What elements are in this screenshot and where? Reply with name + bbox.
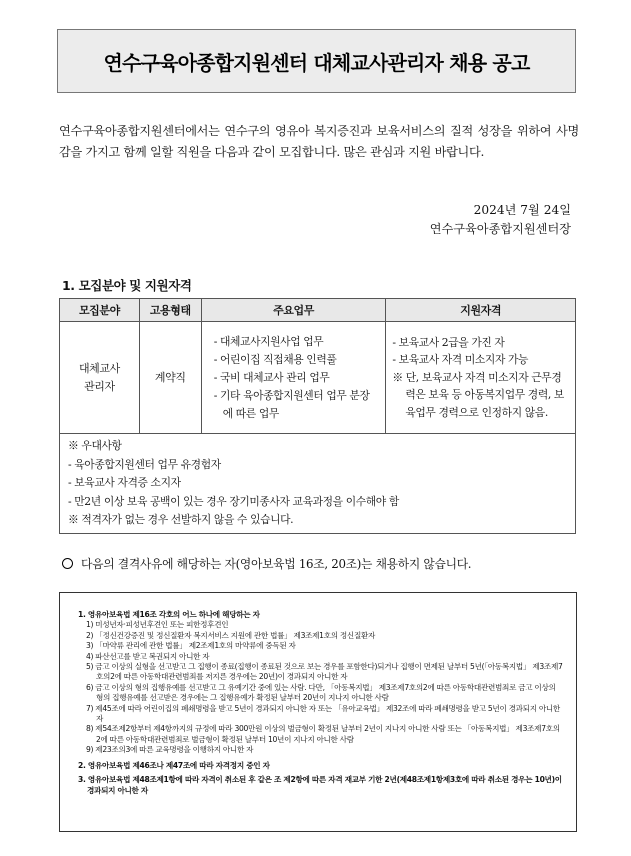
- list-item: 3) 「마약류 관리에 관한 법률」 제2조제1호의 마약류에 중독된 자: [86, 641, 296, 651]
- list-item: 2) 「정신건강증진 및 정신질환자 복지서비스 지원에 관한 법률」 제3조제1호의 정신질환자: [86, 630, 376, 640]
- box-heading-2: 2. 영유아보육법 제46조나 제47조에 따라 자격정지 중인 자: [78, 760, 270, 770]
- box-items: [78, 620, 564, 755]
- header-field: 모집분야: [60, 299, 140, 322]
- list-item: 8) 제54조제2항부터 제4항까지의 규정에 따라 300만원 이상의 벌금형이 확정된 날부터 2년이 지나지 아니한 사람 또는 「아동복지법」 제3조제7호의2에 따른 아동학대관련범죄로 벌금형이 확정된 날부터 10년이 지나지 아니한 사람: [86, 724, 560, 744]
- qualification-item: - 보육교사 2급을 가진 자: [392, 335, 505, 349]
- duty-item: - 대체교사지원사업 업무: [213, 334, 324, 348]
- field-cell: [60, 322, 140, 434]
- list-item: 4) 파산선고를 받고 복권되지 아니한 자: [86, 651, 210, 661]
- list-item: 9) 제23조의3에 따른 교육명령을 이행하지 아니한 자: [86, 745, 254, 755]
- box-heading-3: 3. 영유아보육법 제48조제1항에 따라 자격이 취소된 후 같은 조 제2항에 따른 자격 재교부 기한 2년(제48조제1항제3호에 따라 취소된 경우는 10년)이 경과되지 아니한 자: [78, 775, 562, 795]
- duty-item: - 어린이집 직접채용 인력풀: [213, 352, 337, 366]
- preference-note: ※ 적격자가 없는 경우 선발하지 않을 수 있습니다.: [68, 513, 294, 526]
- qualification-note: ※ 단, 보육교사 자격 미소지자 근무경력은 보육 등 아동복지업무 경력, 보육업무 경력으로 인정하지 않음.: [392, 370, 564, 419]
- circle-bullet-icon: [62, 558, 73, 569]
- qualifications-cell: [386, 322, 576, 434]
- preferences-row: [60, 434, 576, 534]
- qualification-item: - 보육교사 자격 미소지자 가능: [392, 353, 529, 367]
- table-header-row: [60, 299, 576, 322]
- preference-heading: ※ 우대사항: [68, 439, 122, 452]
- preferences-cell: [60, 434, 576, 534]
- duty-item: - 기타 육아종합지원센터 업무 분장에 따른 업무: [213, 388, 370, 420]
- duties-cell: [201, 322, 386, 434]
- box-heading-1: 1. 영유아보육법 제16조 각호의 어느 하나에 해당하는 자: [78, 610, 260, 619]
- preference-item: - 보육교사 자격증 소지자: [68, 476, 181, 489]
- field-value: 대체교사 관리자: [78, 361, 120, 393]
- intro-paragraph: 연수구육아종합지원센터에서는 연수구의 영유아 복지증진과 보육서비스의 질적 성장을 위하여 사명감을 가지고 함께 일할 직원을 다음과 같이 모집합니다. 많은 관심과 지원 바랍니다.: [59, 124, 579, 159]
- duty-item: - 국비 대체교사 관리 업무: [213, 370, 330, 384]
- recruitment-table: [59, 298, 576, 534]
- list-item: 6) 금고 이상의 형의 집행유예를 선고받고 그 유예기간 중에 있는 사람. 다만, 「아동복지법」 제3조제7호의2에 따른 아동학대관련범죄로 금고 이상의 형의 집행유예를 선고받은 경우에는 그 집행유예가 확정된 날부터 20년이 지나지 아니한 사람: [86, 682, 556, 703]
- page-title: 연수구육아종합지원센터 대체교사관리자 채용 공고: [103, 50, 530, 75]
- organization-signature: 연수구육아종합지원센터장: [429, 222, 571, 236]
- list-item: 5) 금고 이상의 실형을 선고받고 그 집행이 종료(집행이 종료된 것으로 보는 경우를 포함한다)되거나 집행이 면제된 날부터 5년(「아동복지법」 제3조제7호의2에 따른 아동학대관련범죄를 저지른 경우에는 20년)이 경과되지 아니한 자: [86, 662, 563, 682]
- disqualification-note: [62, 555, 471, 572]
- announcement-date: 2024년 7월 24일: [473, 203, 571, 217]
- header-qualifications: 지원자격: [386, 299, 576, 322]
- table-row: [60, 322, 576, 434]
- list-item: 7) 제45조에 따라 어린이집의 폐쇄명령을 받고 5년이 경과되지 아니한 자 또는 「유아교육법」 제32조에 따라 폐쇄명령을 받고 5년이 경과되지 아니한 자: [86, 703, 560, 724]
- list-item: 1) 미성년자·피성년후견인 또는 피한정후견인: [86, 620, 229, 630]
- header-employment: 고용형태: [139, 299, 201, 322]
- header-duties: 주요업무: [201, 299, 386, 322]
- preference-item: - 만2년 이상 보육 공백이 있는 경우 장기미종사자 교육과정을 이수해야 함: [68, 494, 399, 508]
- section-heading: 1. 모집분야 및 지원자격: [62, 278, 192, 293]
- disqualification-box: [59, 592, 577, 832]
- employment-cell: 계약직: [139, 322, 201, 434]
- preference-item: - 육아종합지원센터 업무 유경험자: [68, 457, 221, 471]
- title-banner: [57, 29, 576, 93]
- disqualification-text: 다음의 결격사유에 해당하는 자(영아보육법 16조, 20조)는 채용하지 않습니다.: [81, 557, 472, 571]
